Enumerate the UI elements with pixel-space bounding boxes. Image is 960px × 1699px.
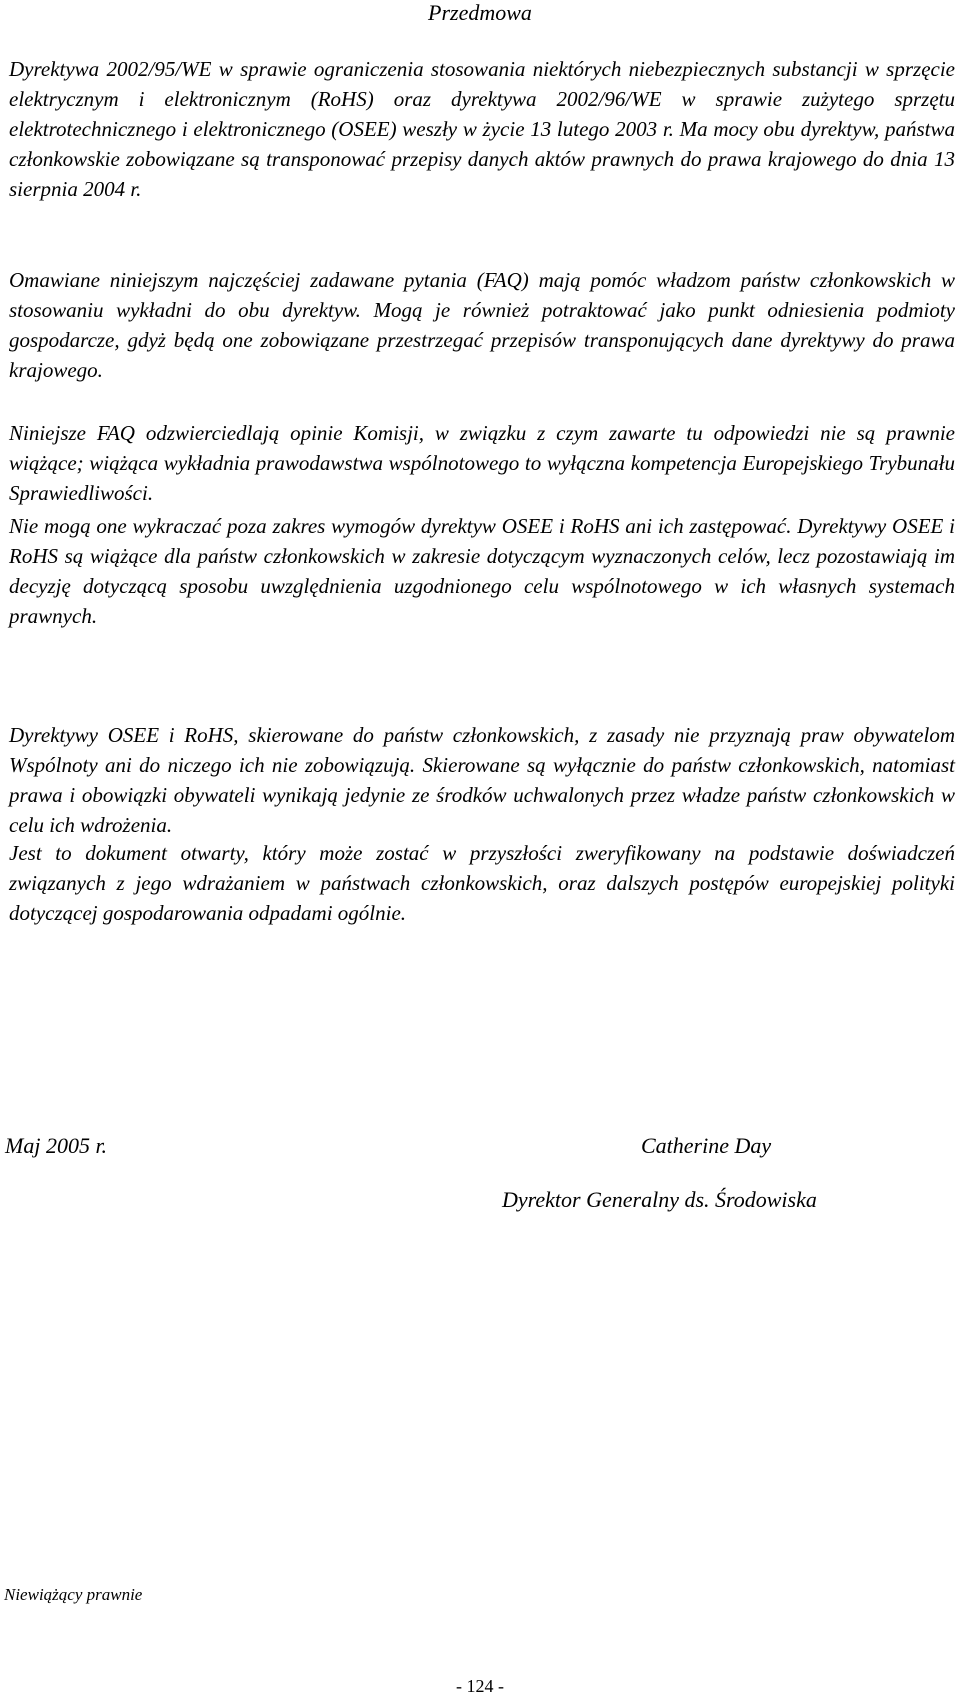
page-number: - 124 - [456, 1676, 504, 1696]
paragraph-commission-opinion: Niniejsze FAQ odzwierciedlają opinie Komisji, w związku z czym zawarte tu odpowiedzi nie są prawnie wiążące; wiążąca wykładnia prawodawstwa wspólnotowego to wyłączna kompetencja Europejskiego Trybunału Sprawiedliwości. [9, 421, 955, 505]
document-title: Przedmowa [428, 0, 532, 25]
signature-date: Maj 2005 r. [5, 1133, 108, 1158]
signature-role: Dyrektor Generalny ds. Środowiska [502, 1187, 817, 1212]
paragraph-open-document: Jest to dokument otwarty, który może zostać w przyszłości zweryfikowany na podstawie doświadczeń związanych z jego wdrażaniem w państwach członkowskich, oraz dalszych postępów europejskiej polityki dotyczącej gospodarowania odpadami ogólnie. [9, 841, 955, 925]
footer-disclaimer: Niewiążący prawnie [4, 1585, 143, 1604]
paragraph-member-states: Dyrektywy OSEE i RoHS, skierowane do państw członkowskich, z zasady nie przyznają praw obywatelom Wspólnoty ani do niczego ich nie zobowiązują. Skierowane są wyłącznie do państw członkowskich, natomiast prawa i obowiązki obywateli wynikają jedynie ze środków uchwalonych przez władze państw członkowskich w celu ich wdrożenia. [9, 723, 955, 837]
paragraph-faq-purpose: Omawiane niniejszym najczęściej zadawane pytania (FAQ) mają pomóc władzom państw członkowskich w stosowaniu wykładni do obu dyrektyw. Mogą je również potraktować jako punkt odniesienia podmioty gospodarcze, gdyż będą one zobowiązane przestrzegać przepisów transponujących dane dyrektywy do prawa krajowego. [9, 268, 955, 382]
signature-name: Catherine Day [641, 1133, 772, 1158]
paragraph-scope-limits: Nie mogą one wykraczać poza zakres wymogów dyrektyw OSEE i RoHS ani ich zastępować. Dyrektywy OSEE i RoHS są wiążące dla państw członkowskich w zakresie dotyczącym wyznaczonych celów, lecz pozostawiają im decyzję dotyczącą sposobu uwzględnienia uzgodnionego celu wspólnotowego w ich własnych systemach prawnych. [9, 514, 955, 628]
paragraph-directives-intro: Dyrektywa 2002/95/WE w sprawie ograniczenia stosowania niektórych niebezpiecznych substancji w sprzęcie elektrycznym i elektronicznym (RoHS) oraz dyrektywa 2002/96/WE w sprawie zużytego sprzętu elektrotechnicznego i elektronicznego (OSEE) weszły w życie 13 lutego 2003 r. Ma mocy obu dyrektyw, państwa członkowskie zobowiązane są transponować przepisy danych aktów prawnych do prawa krajowego do dnia 13 sierpnia 2004 r. [9, 57, 955, 201]
